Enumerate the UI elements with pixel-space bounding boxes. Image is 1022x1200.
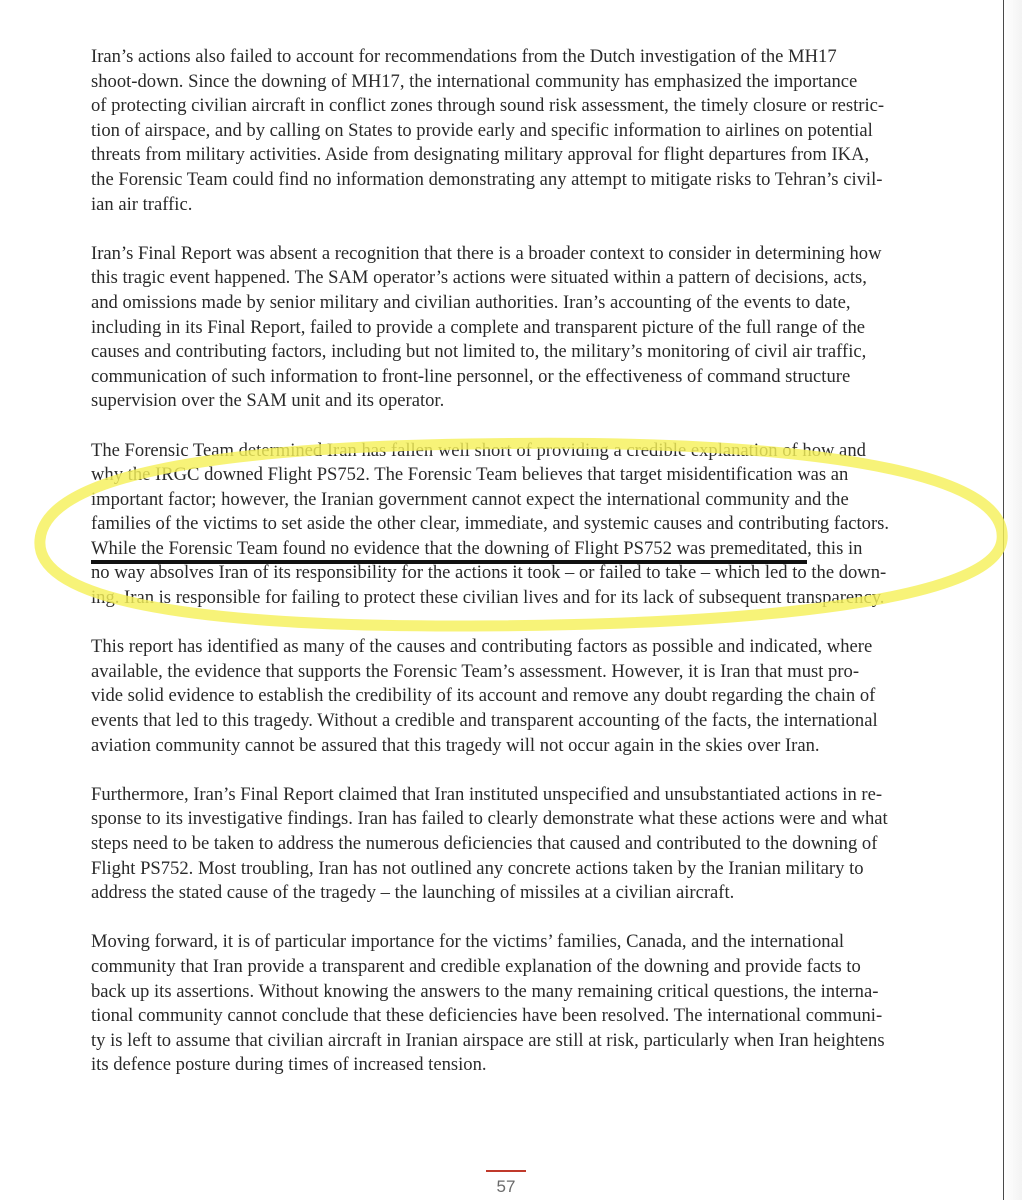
text-line: events that led to this tragedy. Without a credible and transparent accounting of the facts, the international <box>91 710 878 732</box>
text-line: vide solid evidence to establish the credibility of its account and remove any doubt regarding the chain of <box>91 685 876 707</box>
text-line: threats from military activities. Aside from designating military approval for flight departures from IKA, <box>91 144 870 166</box>
text-line: supervision over the SAM unit and its operator. <box>91 390 445 412</box>
text-line: back up its assertions. Without knowing the answers to the many remaining critical questions, the interna- <box>91 980 879 1002</box>
paragraph-evidence-burden <box>91 635 941 758</box>
text-line: why the IRGC downed Flight PS752. The Forensic Team believes that target misidentification was an <box>91 464 849 486</box>
text-line: address the stated cause of the tragedy – the launching of missiles at a civilian aircraft. <box>91 882 735 904</box>
paragraph-mh17-recommendations <box>91 45 941 217</box>
text-line: sponse to its investigative findings. Iran has failed to clearly demonstrate what these actions were and what <box>91 808 888 830</box>
text-line: shoot-down. Since the downing of MH17, the international community has emphasized the importance <box>91 70 858 92</box>
underlined-line <box>91 537 941 562</box>
text-line: its defence posture during times of increased tension. <box>91 1054 487 1076</box>
text-line: ian air traffic. <box>91 193 193 215</box>
text-line: causes and contributing factors, including but not limited to, the military’s monitoring of civil air traffic, <box>91 341 867 363</box>
text-line: ing. Iran is responsible for failing to protect these civilian lives and for its lack of subsequent transparency. <box>91 587 885 609</box>
text-line: aviation community cannot be assured that this tragedy will not occur again in the skies over Iran. <box>91 734 820 756</box>
text-line: Moving forward, it is of particular importance for the victims’ families, Canada, and the international <box>91 931 844 953</box>
paragraph-unspecified-actions <box>91 783 941 906</box>
text-line: of protecting civilian aircraft in conflict zones through sound risk assessment, the timely closure or restric- <box>91 95 885 117</box>
text-line: and omissions made by senior military and civilian authorities. Iran’s accounting of the events to date, <box>91 291 851 313</box>
text-line: this tragic event happened. The SAM operator’s actions were situated within a pattern of decisions, acts, <box>91 267 867 289</box>
text-line: Flight PS752. Most troubling, Iran has not outlined any concrete actions taken by the Iranian military to <box>91 857 864 879</box>
text-line: Iran’s actions also failed to account for recommendations from the Dutch investigation of the MH17 <box>91 46 837 67</box>
text-line: The Forensic Team determined Iran has fallen well short of providing a credible explanation of how and <box>91 439 866 461</box>
text-run: , this in <box>807 537 863 559</box>
text-line: tion of airspace, and by calling on States to provide early and specific information to airlines on potential <box>91 119 873 141</box>
underlined-sentence: While the Forensic Team found no evidence that the downing of Flight PS752 was premeditated <box>91 538 807 564</box>
footer-rule <box>486 1170 526 1172</box>
text-line: ty is left to assume that civilian aircraft in Iranian airspace are still at risk, particularly when Iran heightens <box>91 1029 885 1051</box>
text-line: This report has identified as many of the causes and contributing factors as possible and indicated, where <box>91 636 873 658</box>
text-line: the Forensic Team could find no information demonstrating any attempt to mitigate risks to Tehran’s civil- <box>91 168 883 190</box>
text-line: families of the victims to set aside the other clear, immediate, and systemic causes and contributing factors. <box>91 513 890 535</box>
text-line: communication of such information to front-line personnel, or the effectiveness of command structure <box>91 365 851 387</box>
paragraph-broader-context <box>91 242 941 414</box>
page-edge-shadow <box>1004 0 1022 1200</box>
paragraph-moving-forward <box>91 930 941 1078</box>
text-line: no way absolves Iran of its responsibility for the actions it took – or failed to take – which led to the down- <box>91 562 887 584</box>
report-body <box>91 45 941 1103</box>
text-line: community that Iran provide a transparent and credible explanation of the downing and provide facts to <box>91 955 861 977</box>
text-line: Iran’s Final Report was absent a recognition that there is a broader context to consider in determining how <box>91 242 882 264</box>
text-line: available, the evidence that supports the Forensic Team’s assessment. However, it is Iran that must pro- <box>91 660 860 682</box>
text-line: steps need to be taken to address the numerous deficiencies that caused and contributed to the downing of <box>91 833 878 854</box>
page-number: 57 <box>496 1177 516 1196</box>
paragraph-highlighted-findings <box>91 439 941 611</box>
text-line: Furthermore, Iran’s Final Report claimed that Iran instituted unspecified and unsubstantiated actions in re- <box>91 783 883 805</box>
text-line: tional community cannot conclude that these deficiencies have been resolved. The international communi- <box>91 1005 883 1027</box>
text-line: important factor; however, the Iranian government cannot expect the international community and the <box>91 488 849 510</box>
text-line: including in its Final Report, failed to provide a complete and transparent picture of the full range of the <box>91 316 865 338</box>
